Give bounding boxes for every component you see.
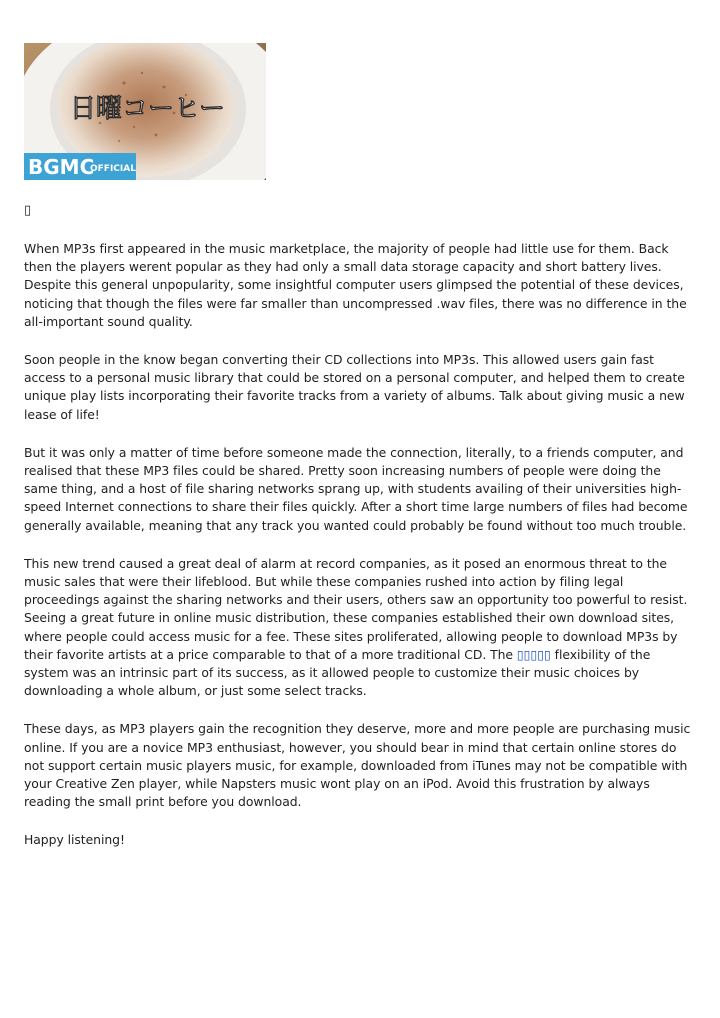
official-label: OFFICIAL: [90, 164, 136, 174]
article-body: [24, 240, 698, 870]
missing-glyph-char: ▯: [24, 203, 32, 218]
inline-link[interactable]: ▯▯▯▯▯: [516, 646, 551, 662]
paragraph-4: [24, 555, 698, 701]
bgmc-logo: BGMC: [28, 155, 95, 179]
coffee-thumbnail-image: [24, 43, 266, 180]
paragraph-4-before: This new trend caused a great deal of alarm at record companies, as it posed an enormous threat to the music sales that were their lifeblood. But while these companies rushed into action by filing legal proceedings against the sharing networks and their users, others saw an opportunity too powerful to resist. Seeing a great future in online music distribution, these companies established their own download sites, where people could access music for a fee. These sites proliferated, allowing people to download MP3s by their favorite artists at a price comparable to that of a more traditional CD. The: [24, 555, 688, 662]
paragraph-5: These days, as MP3 players gain the recognition they deserve, more and more people are purchasing music online. If you are a novice MP3 enthusiast, however, you should bear in mind that certain online stores do not support certain music players music, for example, downloaded from iTunes may not be compatible with your Creative Zen player, while Napsters music wont play on an iPod. Avoid this frustration by always reading the small print before you download.: [24, 721, 691, 810]
thumbnail-title: 日曜コーヒー: [70, 94, 225, 124]
paragraph-1: When MP3s first appeared in the music marketplace, the majority of people had little use for them. Back then the players werent popular as they had only a small data storage capacity and short battery lives. Despite this general unpopularity, some insightful computer users glimpsed the potential of these devices, noticing that though the files were far smaller than uncompressed .wav files, there was no difference in the all-important sound quality.: [24, 241, 687, 329]
paragraph-4-after: flexibility of the system was an intrinsic part of its success, as it allowed people to customize their music choices by downloading a whole album, or just some select tracks.: [24, 646, 651, 699]
paragraph-2: Soon people in the know began converting their CD collections into MP3s. This allowed users gain fast access to a personal music library that could be stored on a personal computer, and helped them to create unique play lists incorporating their favorite tracks from a variety of albums. Talk about giving music a new lease of life!: [24, 352, 685, 422]
paragraph-3: But it was only a matter of time before someone made the connection, literally, to a friends computer, and realised that these MP3 files could be shared. Pretty soon increasing numbers of people were doing the same thing, and a host of file sharing networks sprang up, with students availing of their universities high-speed Internet connections to share their files quickly. After a short time large numbers of files had become generally available, meaning that any track you wanted could probably be found without too much trouble.: [24, 444, 688, 533]
paragraph-6: Happy listening!: [24, 832, 125, 848]
